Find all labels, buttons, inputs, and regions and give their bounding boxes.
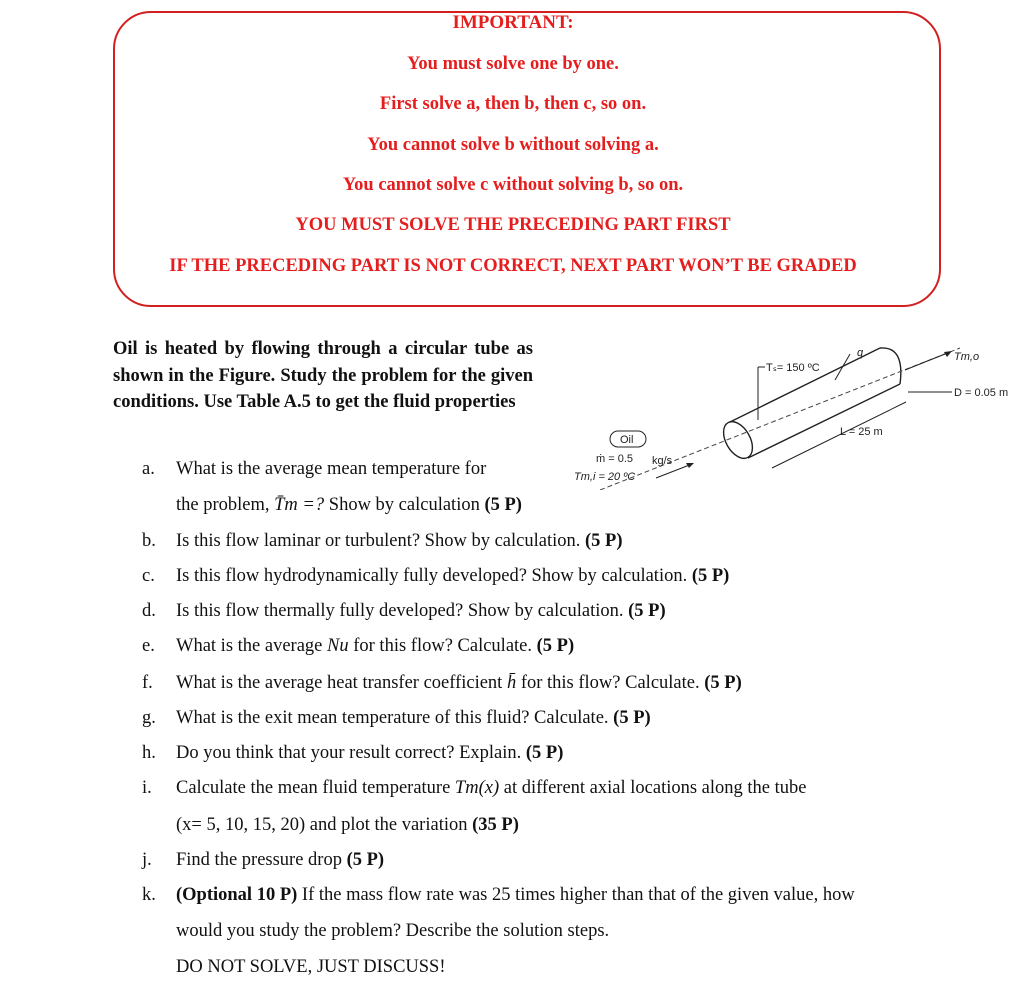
ts-label: Tₛ= 150 ºC bbox=[766, 362, 820, 374]
tube-figure bbox=[560, 340, 1020, 490]
question-text: What is the average heat transfer coefficient bbox=[176, 673, 507, 693]
question-g bbox=[142, 706, 651, 730]
question-letter: b. bbox=[142, 531, 156, 551]
tmo-label: Tm,o bbox=[954, 351, 980, 363]
question-text: the problem, bbox=[176, 495, 275, 515]
question-e bbox=[142, 634, 574, 658]
question-a bbox=[142, 457, 522, 515]
q-label: q bbox=[857, 347, 864, 359]
important-line-6: IF THE PRECEDING PART IS NOT CORRECT, NEXT PART WON’T BE GRADED bbox=[169, 256, 857, 276]
question-variable: T̄m =? bbox=[274, 495, 325, 515]
d-label: D = 0.05 m bbox=[954, 387, 1009, 399]
question-letter: a. bbox=[142, 459, 155, 479]
question-text: Show by calculation bbox=[324, 495, 485, 515]
important-line-2: First solve a, then b, then c, so on. bbox=[379, 94, 647, 114]
question-j bbox=[142, 848, 384, 872]
question-text: (x= 5, 10, 15, 20) and plot the variation bbox=[176, 815, 473, 835]
outlet-arrow bbox=[905, 352, 950, 370]
question-points: (Optional 10 P) bbox=[176, 885, 298, 905]
question-b bbox=[142, 529, 622, 553]
question-f bbox=[142, 671, 742, 695]
question-d bbox=[142, 599, 666, 623]
l-label: L = 25 m bbox=[840, 426, 883, 438]
q-leader bbox=[835, 354, 850, 380]
tube-bottom-edge bbox=[748, 384, 900, 458]
question-points: (5 P) bbox=[484, 495, 522, 515]
question-text: Is this flow hydrodynamically fully developed? Show by calculation. bbox=[176, 566, 692, 586]
question-letter: k. bbox=[142, 885, 156, 905]
question-letter: g. bbox=[142, 708, 156, 728]
question-text: Do you think that your result correct? Explain. bbox=[176, 743, 526, 763]
problem-intro: Oil is heated by flowing through a circular tube as shown in the Figure. Study the problem for the given conditions. Use Table A.5 to get the fluid properties bbox=[113, 339, 533, 412]
question-text: Is this flow thermally fully developed? Show by calculation. bbox=[176, 601, 629, 621]
important-line-5: YOU MUST SOLVE THE PRECEDING PART FIRST bbox=[295, 215, 731, 235]
question-text: What is the average mean temperature for bbox=[176, 459, 487, 479]
question-text: DO NOT SOLVE, JUST DISCUSS! bbox=[176, 957, 446, 977]
question-points: (5 P) bbox=[525, 743, 564, 763]
question-text: would you study the problem? Describe the solution steps. bbox=[176, 921, 610, 941]
question-points: (5 P) bbox=[628, 601, 666, 621]
length-dimension bbox=[772, 402, 906, 468]
question-letter: c. bbox=[142, 566, 155, 586]
question-points: (5 P) bbox=[536, 636, 575, 656]
important-line-1: You must solve one by one. bbox=[407, 54, 619, 74]
question-text: Find the pressure drop bbox=[176, 850, 347, 870]
tmi-label: Tm,i = 20 ºC bbox=[574, 471, 636, 483]
question-text: What is the average bbox=[176, 636, 328, 656]
question-letter: i. bbox=[142, 778, 152, 798]
question-variable: h̄ bbox=[506, 673, 517, 693]
mdot-label: ṁ = 0.5 bbox=[596, 453, 633, 465]
question-letter: h. bbox=[142, 743, 156, 763]
important-line-4: You cannot solve c without solving b, so on. bbox=[342, 175, 684, 195]
important-title: IMPORTANT: bbox=[452, 12, 574, 33]
question-c bbox=[142, 564, 729, 588]
question-text: If the mass flow rate was 25 times higher than that of the given value, how bbox=[297, 885, 855, 905]
question-variable: Nu bbox=[327, 636, 349, 656]
question-points: (5 P) bbox=[346, 850, 385, 870]
question-text: Is this flow laminar or turbulent? Show by calculation. bbox=[176, 531, 585, 551]
question-letter: j. bbox=[142, 850, 152, 870]
question-text: Calculate the mean fluid temperature bbox=[176, 778, 455, 798]
question-points: (5 P) bbox=[584, 531, 623, 551]
question-points: (5 P) bbox=[691, 566, 730, 586]
question-text: What is the exit mean temperature of this fluid? Calculate. bbox=[176, 708, 614, 728]
question-letter: e. bbox=[142, 636, 155, 656]
question-points: (5 P) bbox=[704, 673, 742, 693]
tube-top-edge bbox=[730, 348, 880, 422]
question-points: (5 P) bbox=[613, 708, 651, 728]
oil-label: Oil bbox=[620, 434, 634, 446]
question-letter: f. bbox=[142, 673, 153, 693]
question-variable: Tm(x) bbox=[454, 778, 500, 798]
question-text: for this flow? Calculate. bbox=[348, 636, 537, 656]
question-h bbox=[142, 741, 563, 765]
important-line-3: You cannot solve b without solving a. bbox=[367, 135, 659, 155]
mdot-unit: kg/s bbox=[652, 455, 673, 467]
question-text: at different axial locations along the tube bbox=[499, 778, 807, 798]
question-k bbox=[142, 883, 855, 977]
question-letter: d. bbox=[142, 601, 156, 621]
question-points: (35 P) bbox=[472, 815, 519, 835]
question-i bbox=[142, 776, 807, 835]
question-text: for this flow? Calculate. bbox=[516, 673, 705, 693]
